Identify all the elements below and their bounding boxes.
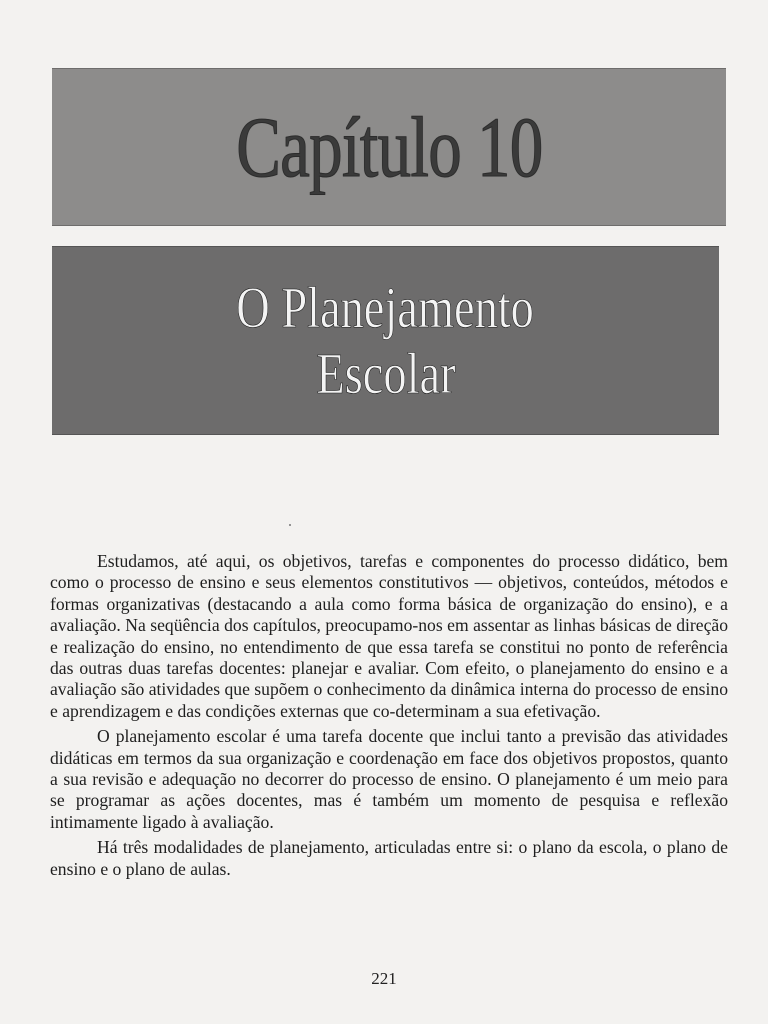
paragraph-3: Há três modalidades de planejamento, articuladas entre si: o plano da escola, o plano de ensino e o plano de aulas. (50, 837, 728, 879)
speck (289, 524, 291, 526)
body-text (50, 551, 728, 884)
page-number: 221 (371, 969, 397, 988)
chapter-title-line-1: O Planejamento (236, 274, 535, 340)
chapter-title-line-2: Escolar (315, 340, 456, 406)
paragraph-2: O planejamento escolar é uma tarefa docente que inclui tanto a previsão das atividades didáticas em termos da sua organização e coordenação em face dos objetivos propostos, quanto a sua revisão e adequação no decorrer do processo de ensino. O planejamento é um meio para se programar as ações docentes, mas é também um momento de pesquisa e reflexão intimamente ligado à avaliação. (50, 726, 728, 832)
chapter-heading: Capítulo 10 (235, 99, 543, 195)
paragraph-1: Estudamos, até aqui, os objetivos, tarefas e componentes do processo didático, bem como o processo de ensino e seus elementos constitutivos — objetivos, conteúdos, métodos e formas organizativas (destacando a aula como forma básica de organização do ensino), e a avaliação. Na seqüência dos capítulos, preocupamo-nos em assentar as linhas básicas de direção e realização do ensino, no entendimento de que essa tarefa se constitui no ponto de referência das outras duas tarefas docentes: planejar e avaliar. Com efeito, o planejamento do ensino e a avaliação são atividades que supõem o conhecimento da dinâmica interna do processo de ensino e aprendizagem e das condições externas que co-determinam a sua efetivação. (50, 551, 728, 721)
title-banner (52, 246, 719, 435)
chapter-banner (52, 68, 726, 226)
